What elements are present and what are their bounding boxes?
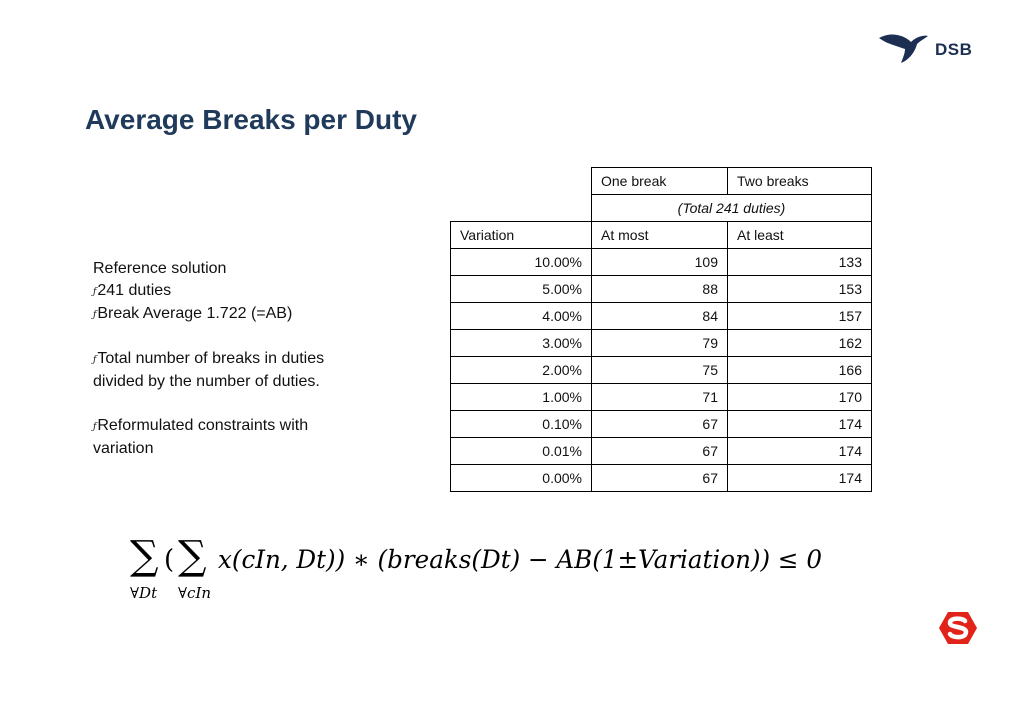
outer-sum-subscript: ∀Dt bbox=[130, 584, 158, 602]
cell-at-most: 84 bbox=[592, 303, 728, 330]
notes-line-text: Reformulated constraints with bbox=[97, 417, 309, 434]
s-train-logo bbox=[938, 611, 978, 650]
cell-at-most: 75 bbox=[592, 357, 728, 384]
notes-line bbox=[93, 371, 383, 393]
table-row bbox=[451, 384, 872, 411]
notes-line-text: Reference solution bbox=[93, 260, 227, 277]
cell-variation: 5.00% bbox=[451, 276, 592, 303]
constraint-formula bbox=[130, 533, 830, 608]
header-one-break: One break bbox=[592, 168, 728, 195]
notes-spacer bbox=[93, 393, 383, 415]
inner-sum-subscript: ∀cIn bbox=[178, 584, 212, 602]
cell-at-most: 109 bbox=[592, 249, 728, 276]
table-row bbox=[451, 330, 872, 357]
cell-at-least: 133 bbox=[728, 249, 872, 276]
notes-text-block bbox=[93, 258, 383, 460]
cell-at-most: 79 bbox=[592, 330, 728, 357]
bullet-icon: ƒ bbox=[93, 422, 97, 432]
total-duties-label: (Total 241 duties) bbox=[592, 195, 872, 222]
cell-at-most: 67 bbox=[592, 438, 728, 465]
table-corner-cell bbox=[451, 168, 592, 195]
cell-at-most: 88 bbox=[592, 276, 728, 303]
notes-line bbox=[93, 438, 383, 460]
outer-sum-symbol: ∑ bbox=[130, 533, 159, 579]
dsb-logo bbox=[877, 30, 972, 69]
table-total-row bbox=[451, 195, 872, 222]
col-variation-header: Variation bbox=[451, 222, 592, 249]
table-row bbox=[451, 465, 872, 492]
cell-variation: 0.01% bbox=[451, 438, 592, 465]
page-title: Average Breaks per Duty bbox=[85, 104, 418, 135]
bullet-icon: ƒ bbox=[93, 287, 97, 297]
cell-at-least: 174 bbox=[728, 438, 872, 465]
notes-line-text: divided by the number of duties. bbox=[93, 373, 320, 390]
s-train-icon bbox=[938, 632, 978, 649]
cell-at-most: 67 bbox=[592, 465, 728, 492]
cell-variation: 0.10% bbox=[451, 411, 592, 438]
breaks-table bbox=[450, 167, 872, 492]
table-row bbox=[451, 438, 872, 465]
cell-variation: 10.00% bbox=[451, 249, 592, 276]
dsb-logo-text: DSB bbox=[935, 39, 973, 59]
bullet-icon: ƒ bbox=[93, 310, 97, 320]
cell-at-least: 174 bbox=[728, 411, 872, 438]
notes-line bbox=[93, 258, 383, 280]
formula-body: x(cIn, Dt)) ∗ (breaks(Dt) − AB(1±Variation)) ≤ 0 bbox=[218, 545, 823, 574]
cell-at-least: 153 bbox=[728, 276, 872, 303]
table-column-header-row bbox=[451, 222, 872, 249]
notes-line-text: Break Average 1.722 (=AB) bbox=[97, 305, 293, 322]
bullet-icon: ƒ bbox=[93, 355, 97, 365]
cell-at-most: 67 bbox=[592, 411, 728, 438]
col-at-least-header: At least bbox=[728, 222, 872, 249]
cell-at-least: 166 bbox=[728, 357, 872, 384]
cell-variation: 0.00% bbox=[451, 465, 592, 492]
formula-open-paren: ( bbox=[164, 545, 175, 575]
col-at-most-header: At most bbox=[592, 222, 728, 249]
notes-line-text: 241 duties bbox=[97, 282, 172, 299]
inner-sum-symbol: ∑ bbox=[178, 533, 207, 579]
table-row bbox=[451, 303, 872, 330]
notes-spacer bbox=[93, 326, 383, 348]
header-two-breaks: Two breaks bbox=[728, 168, 872, 195]
cell-variation: 1.00% bbox=[451, 384, 592, 411]
notes-line bbox=[93, 348, 383, 371]
notes-line bbox=[93, 415, 383, 438]
table-corner-cell bbox=[451, 195, 592, 222]
notes-line bbox=[93, 280, 383, 303]
cell-at-least: 174 bbox=[728, 465, 872, 492]
notes-line-text: Total number of breaks in duties bbox=[97, 350, 325, 367]
table-row bbox=[451, 276, 872, 303]
cell-at-most: 71 bbox=[592, 384, 728, 411]
table-row bbox=[451, 357, 872, 384]
cell-variation: 3.00% bbox=[451, 330, 592, 357]
cell-at-least: 170 bbox=[728, 384, 872, 411]
table-header-row bbox=[451, 168, 872, 195]
notes-line bbox=[93, 303, 383, 326]
table-row bbox=[451, 411, 872, 438]
table-row bbox=[451, 249, 872, 276]
cell-variation: 4.00% bbox=[451, 303, 592, 330]
cell-variation: 2.00% bbox=[451, 357, 592, 384]
cell-at-least: 162 bbox=[728, 330, 872, 357]
cell-at-least: 157 bbox=[728, 303, 872, 330]
notes-line-text: variation bbox=[93, 440, 154, 457]
dsb-bird-icon bbox=[877, 30, 929, 69]
